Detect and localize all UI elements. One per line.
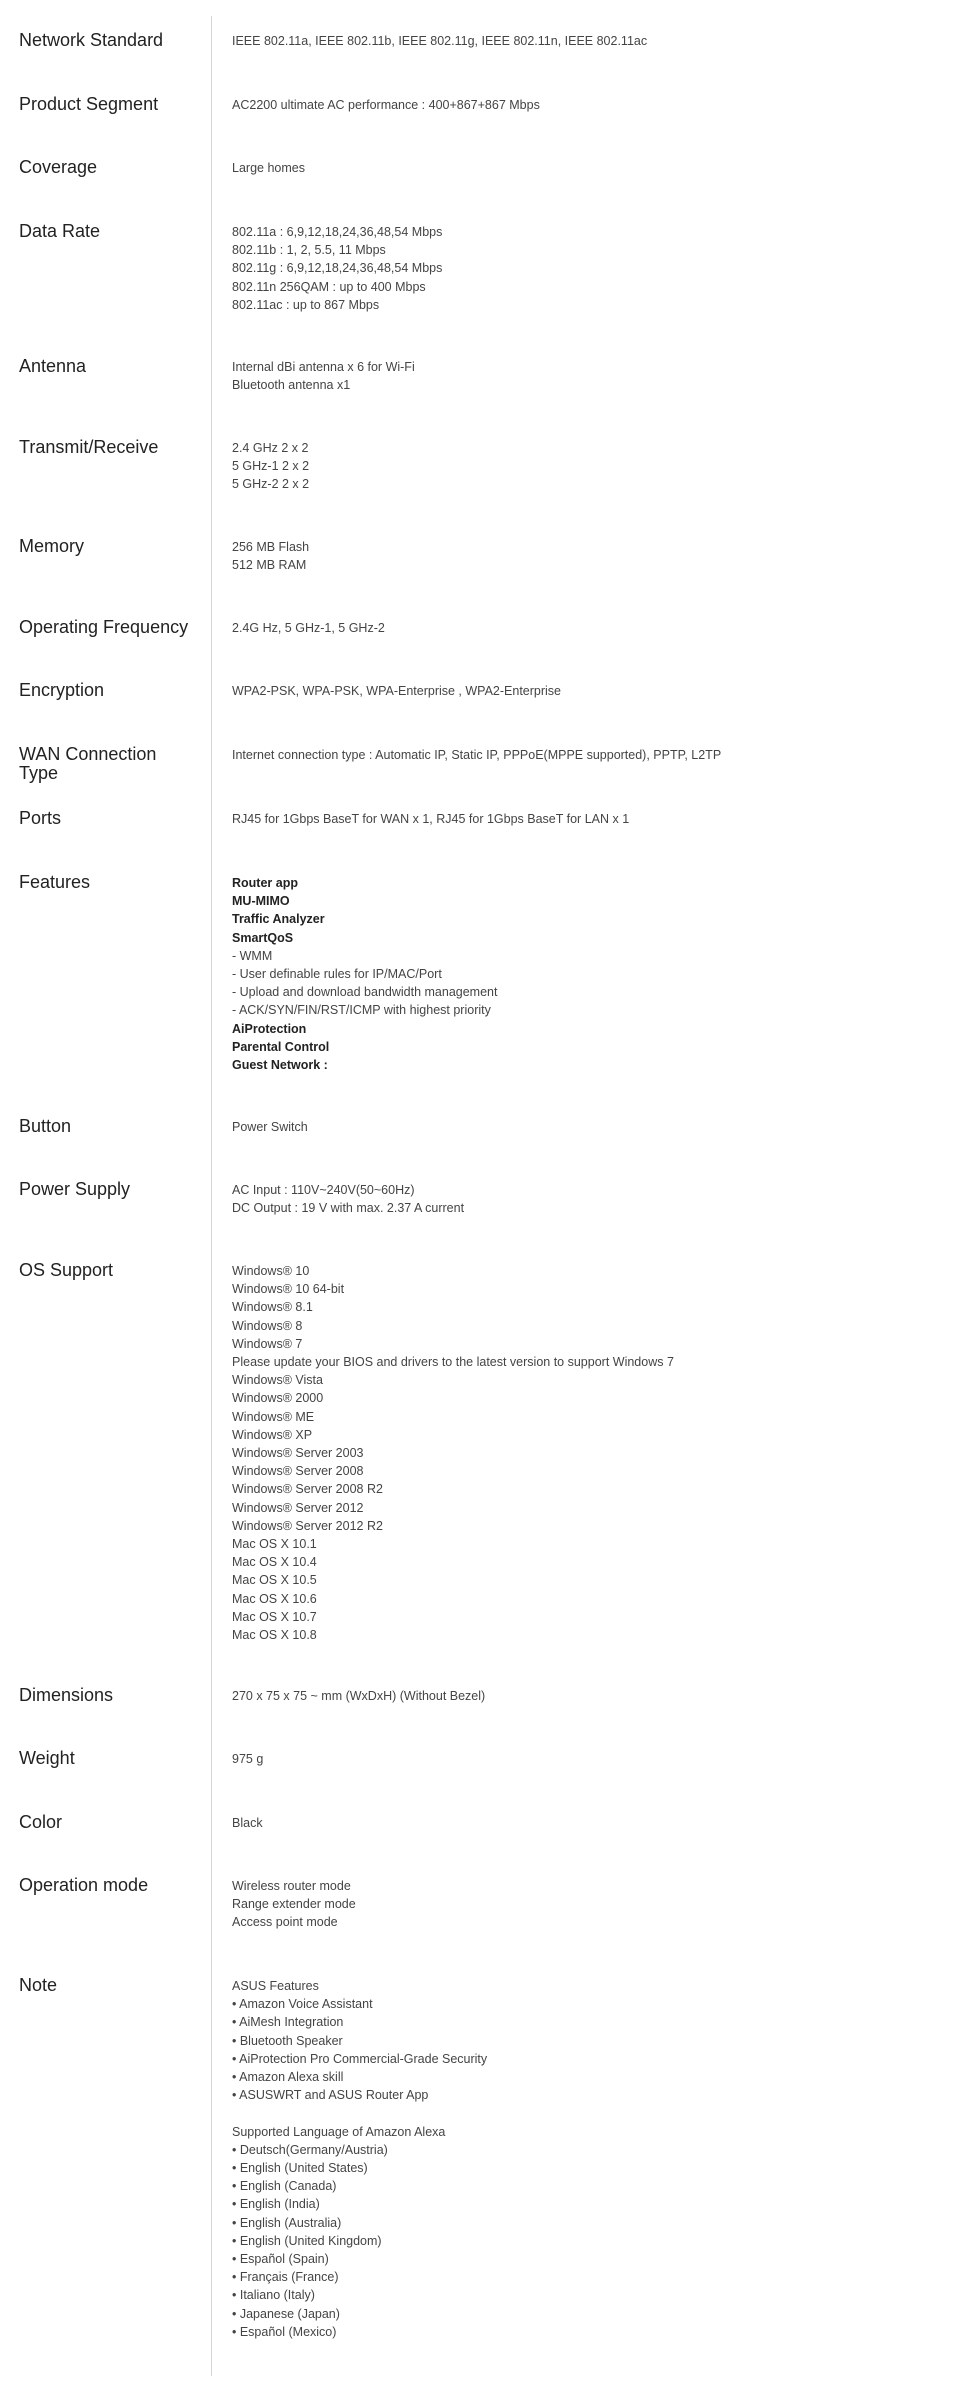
spec-value-line: AC2200 ultimate AC performance : 400+867+867 Mbps [232, 98, 540, 112]
spec-value-line: • English (Canada) [232, 2179, 337, 2194]
spec-value [232, 874, 932, 1074]
spec-label: Color [19, 1812, 63, 1832]
spec-value-line: Please update your BIOS and drivers to the latest version to support Windows 7 [232, 1355, 674, 1370]
spec-value-line: MU-MIMO [232, 894, 290, 909]
spec-value-line: Windows® Vista [232, 1373, 323, 1388]
spec-value-line: 802.11ac : up to 867 Mbps [232, 297, 380, 312]
spec-value-line: • AiMesh Integration [232, 2015, 344, 2030]
spec-value [232, 1877, 932, 1932]
spec-label: Features [19, 872, 91, 892]
spec-value-line: 270 x 75 x 75 ~ mm (WxDxH) (Without Bezel) [232, 1689, 486, 1703]
spec-value-line: • English (India) [232, 2197, 320, 2212]
spec-value-line: • English (Australia) [232, 2215, 342, 2230]
spec-value-line: 2.4G Hz, 5 GHz-1, 5 GHz-2 [232, 621, 385, 635]
spec-value-line: Mac OS X 10.4 [232, 1555, 317, 1570]
spec-value [232, 538, 932, 574]
spec-value-line: • Español (Spain) [232, 2252, 329, 2267]
spec-value-line: Large homes [232, 161, 305, 175]
spec-label: Button [19, 1116, 72, 1136]
spec-label: Data Rate [19, 221, 101, 241]
spec-value-line: AC Input : 110V~240V(50~60Hz) [232, 1183, 415, 1197]
spec-value-line: - User definable rules for IP/MAC/Port [232, 967, 442, 982]
spec-value-line: Windows® ME [232, 1409, 315, 1424]
spec-value-line: DC Output : 19 V with max. 2.37 A current [232, 1201, 465, 1216]
spec-value-line: • Japanese (Japan) [232, 2306, 340, 2321]
spec-value-line: • English (United Kingdom) [232, 2233, 382, 2248]
column-divider [211, 16, 212, 2376]
spec-value-line: Windows® Server 2008 R2 [232, 1482, 383, 1497]
spec-value-line: 802.11n 256QAM : up to 400 Mbps [232, 279, 426, 294]
spec-label: Network Standard [19, 30, 164, 50]
spec-value [232, 32, 932, 50]
spec-value-line: 975 g [232, 1752, 264, 1766]
spec-value-line: Windows® 2000 [232, 1391, 324, 1406]
spec-label: Coverage [19, 157, 98, 177]
spec-value-line: Power Switch [232, 1120, 308, 1134]
spec-value [232, 96, 932, 114]
spec-value [232, 223, 932, 314]
spec-value-line: Mac OS X 10.6 [232, 1591, 317, 1606]
spec-value-line: Internet connection type : Automatic IP, Static IP, PPPoE(MPPE supported), PPTP, L2TP [232, 748, 722, 762]
spec-value-line: 802.11a : 6,9,12,18,24,36,48,54 Mbps [232, 225, 443, 239]
spec-value-line: Traffic Analyzer [232, 912, 325, 927]
spec-value-line: Mac OS X 10.8 [232, 1628, 317, 1643]
spec-label: Note [19, 1975, 58, 1995]
spec-value-line: Black [232, 1816, 263, 1830]
spec-value [232, 619, 932, 637]
spec-value [232, 1977, 932, 2341]
spec-value-line: Guest Network : [232, 1058, 328, 1073]
spec-value [232, 810, 932, 828]
spec-value [232, 1750, 932, 1768]
spec-value-line: Supported Language of Amazon Alexa [232, 2124, 446, 2139]
spec-value-line: • Bluetooth Speaker [232, 2033, 343, 2048]
spec-label: Transmit/Receive [19, 437, 159, 457]
spec-label: Operation mode [19, 1875, 149, 1895]
spec-value-line: • Français (France) [232, 2270, 339, 2285]
spec-value-line: • English (United States) [232, 2161, 368, 2176]
spec-value-line: • Italiano (Italy) [232, 2288, 315, 2303]
spec-value-line: • Amazon Alexa skill [232, 2070, 344, 2085]
spec-value-line: Windows® 8 [232, 1318, 303, 1333]
spec-label: Encryption [19, 680, 105, 700]
spec-label: OS Support [19, 1260, 114, 1280]
spec-value [232, 746, 932, 764]
spec-value-line: • ASUSWRT and ASUS Router App [232, 2088, 429, 2103]
spec-value-line: Mac OS X 10.5 [232, 1573, 317, 1588]
spec-value-line: Windows® 10 64-bit [232, 1282, 345, 1297]
spec-label: Antenna [19, 356, 87, 376]
spec-value-line: 256 MB Flash [232, 540, 310, 554]
spec-value-line: Windows® XP [232, 1427, 313, 1442]
spec-label: Operating Frequency [19, 617, 189, 637]
spec-value-line: Range extender mode [232, 1897, 356, 1912]
spec-value-line: Router app [232, 876, 298, 890]
spec-label: WAN Connection Type [19, 744, 157, 783]
spec-value-line: • Amazon Voice Assistant [232, 1997, 373, 2012]
spec-value-line: Bluetooth antenna x1 [232, 378, 351, 393]
spec-value-line: Wireless router mode [232, 1879, 351, 1893]
spec-label: Memory [19, 536, 85, 556]
spec-value-line: Windows® 10 [232, 1264, 310, 1278]
spec-value-line: - WMM [232, 948, 273, 963]
spec-value-line: Windows® Server 2003 [232, 1446, 364, 1461]
spec-value-line: ASUS Features [232, 1979, 319, 1993]
spec-value [232, 1814, 932, 1832]
spec-value-line: Internal dBi antenna x 6 for Wi-Fi [232, 360, 415, 374]
spec-value-line: • AiProtection Pro Commercial-Grade Security [232, 2051, 488, 2066]
spec-value-line: 802.11b : 1, 2, 5.5, 11 Mbps [232, 243, 386, 258]
spec-label: Dimensions [19, 1685, 114, 1705]
spec-value-line: - ACK/SYN/FIN/RST/ICMP with highest priority [232, 1003, 491, 1018]
spec-value-line: • Deutsch(Germany/Austria) [232, 2142, 388, 2157]
spec-value [232, 1181, 932, 1217]
spec-value-line: Parental Control [232, 1039, 330, 1054]
spec-label: Weight [19, 1748, 75, 1768]
spec-value-line: Windows® 7 [232, 1336, 303, 1351]
spec-value-line: 5 GHz-2 2 x 2 [232, 477, 310, 492]
spec-value-line: Access point mode [232, 1915, 338, 1930]
spec-value-line: Mac OS X 10.7 [232, 1609, 317, 1624]
spec-value-line: RJ45 for 1Gbps BaseT for WAN x 1, RJ45 for 1Gbps BaseT for LAN x 1 [232, 812, 630, 826]
spec-label: Ports [19, 808, 62, 828]
spec-value [232, 682, 932, 700]
spec-value-line: 512 MB RAM [232, 558, 307, 573]
spec-value-line: Windows® Server 2008 [232, 1464, 364, 1479]
spec-value-line: AiProtection [232, 1021, 307, 1036]
spec-label: Power Supply [19, 1179, 131, 1199]
spec-value-line: Windows® 8.1 [232, 1300, 313, 1315]
spec-label: Product Segment [19, 94, 159, 114]
spec-value-line: 2.4 GHz 2 x 2 [232, 441, 309, 455]
spec-value [232, 1118, 932, 1136]
spec-value-line: Windows® Server 2012 R2 [232, 1518, 383, 1533]
spec-value [232, 159, 932, 177]
spec-value-line: 5 GHz-1 2 x 2 [232, 459, 310, 474]
spec-value [232, 439, 932, 494]
spec-value-line [232, 2104, 932, 2122]
spec-value-line: - Upload and download bandwidth management [232, 985, 498, 1000]
spec-value [232, 1687, 932, 1705]
spec-value-line: WPA2-PSK, WPA-PSK, WPA-Enterprise , WPA2-Enterprise [232, 684, 562, 698]
spec-value-line: IEEE 802.11a, IEEE 802.11b, IEEE 802.11g, IEEE 802.11n, IEEE 802.11ac [232, 34, 648, 48]
spec-value-line: Mac OS X 10.1 [232, 1537, 317, 1552]
spec-value-line: Windows® Server 2012 [232, 1500, 364, 1515]
spec-value [232, 358, 932, 394]
spec-value-line: 802.11g : 6,9,12,18,24,36,48,54 Mbps [232, 261, 443, 276]
spec-value [232, 1262, 932, 1644]
spec-value-line: SmartQoS [232, 930, 294, 945]
spec-value-line: • Español (Mexico) [232, 2324, 337, 2339]
